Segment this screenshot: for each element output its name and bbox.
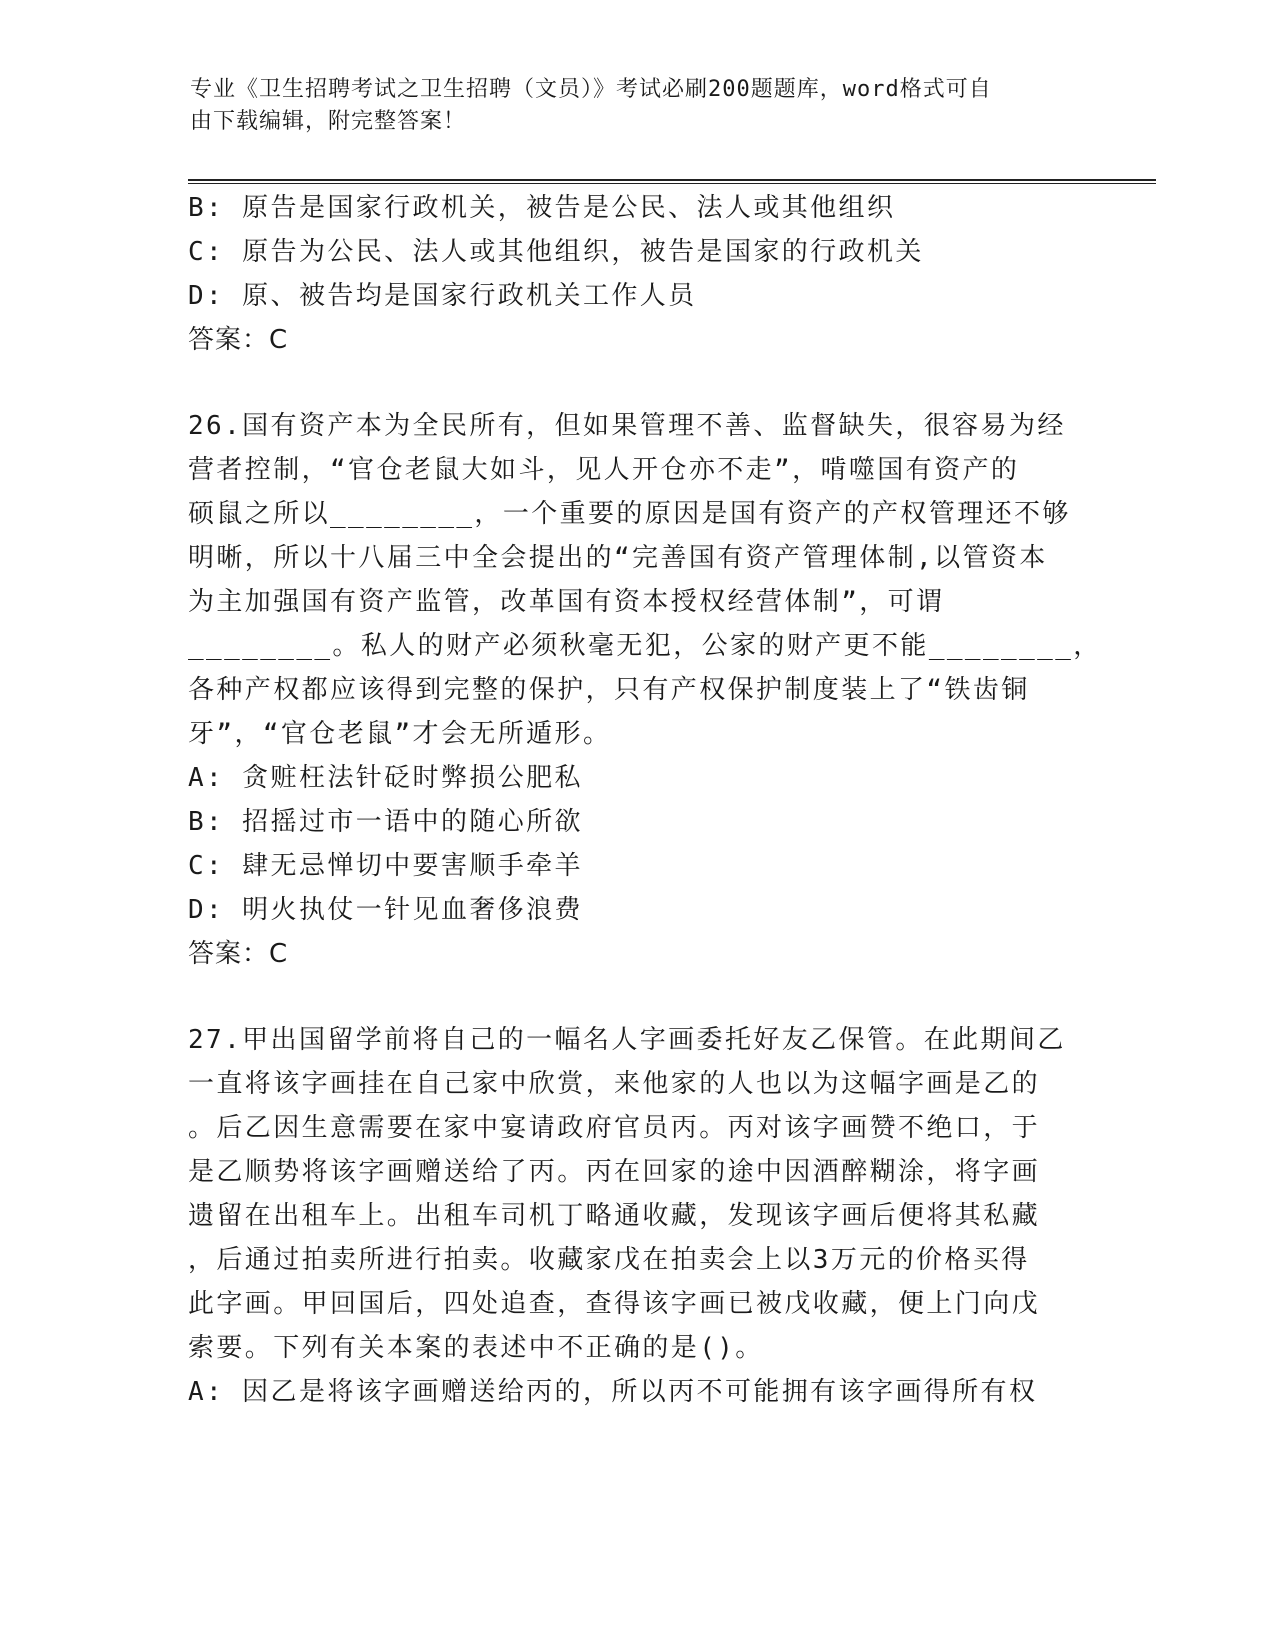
q26-stem-line: ________。私人的财产必须秋毫无犯，公家的财产更不能________， <box>188 631 1102 661</box>
q27-stem-line: 。后乙因生意需要在家中宴请政府官员丙。丙对该字画赞不绝口，于 <box>188 1113 1041 1143</box>
header-divider <box>188 179 1156 184</box>
q27-stem-line: 索要。下列有关本案的表述中不正确的是()。 <box>188 1333 764 1363</box>
q26-stem-line: 明晰，所以十八届三中全会提出的“完善国有资产管理体制,以管资本 <box>188 543 1048 573</box>
q26-option-b: B: 招摇过市一语中的随心所欲 <box>188 807 583 837</box>
q27-stem-line: 一直将该字画挂在自己家中欣赏，来他家的人也以为这幅字画是乙的 <box>188 1069 1041 1099</box>
q26-option-c: C: 肆无忌惮切中要害顺手牵羊 <box>188 851 583 881</box>
q25-answer: 答案：C <box>188 325 289 355</box>
q26-stem-line: 营者控制，“官仓老鼠大如斗，见人开仓亦不走”，啃噬国有资产的 <box>188 455 1020 485</box>
q25-option-b: B: 原告是国家行政机关，被告是公民、法人或其他组织 <box>188 193 896 223</box>
q27-stem-line: 27.甲出国留学前将自己的一幅名人字画委托好友乙保管。在此期间乙 <box>188 1025 1066 1055</box>
q27-stem-line: 此字画。甲回国后，四处追查，查得该字画已被戊收藏，便上门向戊 <box>188 1289 1041 1319</box>
q25-option-d: D: 原、被告均是国家行政机关工作人员 <box>188 281 697 311</box>
q27-stem-line: ，后通过拍卖所进行拍卖。收藏家戊在拍卖会上以3万元的价格买得 <box>188 1245 1030 1275</box>
document-header <box>190 74 1070 138</box>
header-title-line: 专业《卫生招聘考试之卫生招聘（文员）》考试必刷200题题库，word格式可自 <box>190 77 992 102</box>
q26-stem-line: 26.国有资产本为全民所有，但如果管理不善、监督缺失，很容易为经 <box>188 411 1066 441</box>
q27-stem-line: 是乙顺势将该字画赠送给了丙。丙在回家的途中因酒醉糊涂，将字画 <box>188 1157 1041 1187</box>
header-title-line: 由下载编辑，附完整答案！ <box>190 109 467 134</box>
q26-option-d: D: 明火执仗一针见血奢侈浪费 <box>188 895 583 925</box>
q26-stem-line: 为主加强国有资产监管，改革国有资本授权经营体制”，可谓 <box>188 587 945 617</box>
q26-answer: 答案：C <box>188 939 289 969</box>
q27-stem-line: 遗留在出租车上。出租车司机丁略通收藏，发现该字画后便将其私藏 <box>188 1201 1041 1231</box>
q26-option-a: A: 贪赃枉法针砭时弊损公肥私 <box>188 763 583 793</box>
q27-option-a: A: 因乙是将该字画赠送给丙的，所以丙不可能拥有该字画得所有权 <box>188 1377 1038 1407</box>
q25-option-c: C: 原告为公民、法人或其他组织，被告是国家的行政机关 <box>188 237 924 267</box>
q26-stem-line: 各种产权都应该得到完整的保护，只有产权保护制度装上了“铁齿铜 <box>188 675 1030 705</box>
q26-stem-line: 牙”，“官仓老鼠”才会无所遁形。 <box>188 719 612 749</box>
q26-stem-line: 硕鼠之所以________，一个重要的原因是国有资产的产权管理还不够 <box>188 499 1071 529</box>
